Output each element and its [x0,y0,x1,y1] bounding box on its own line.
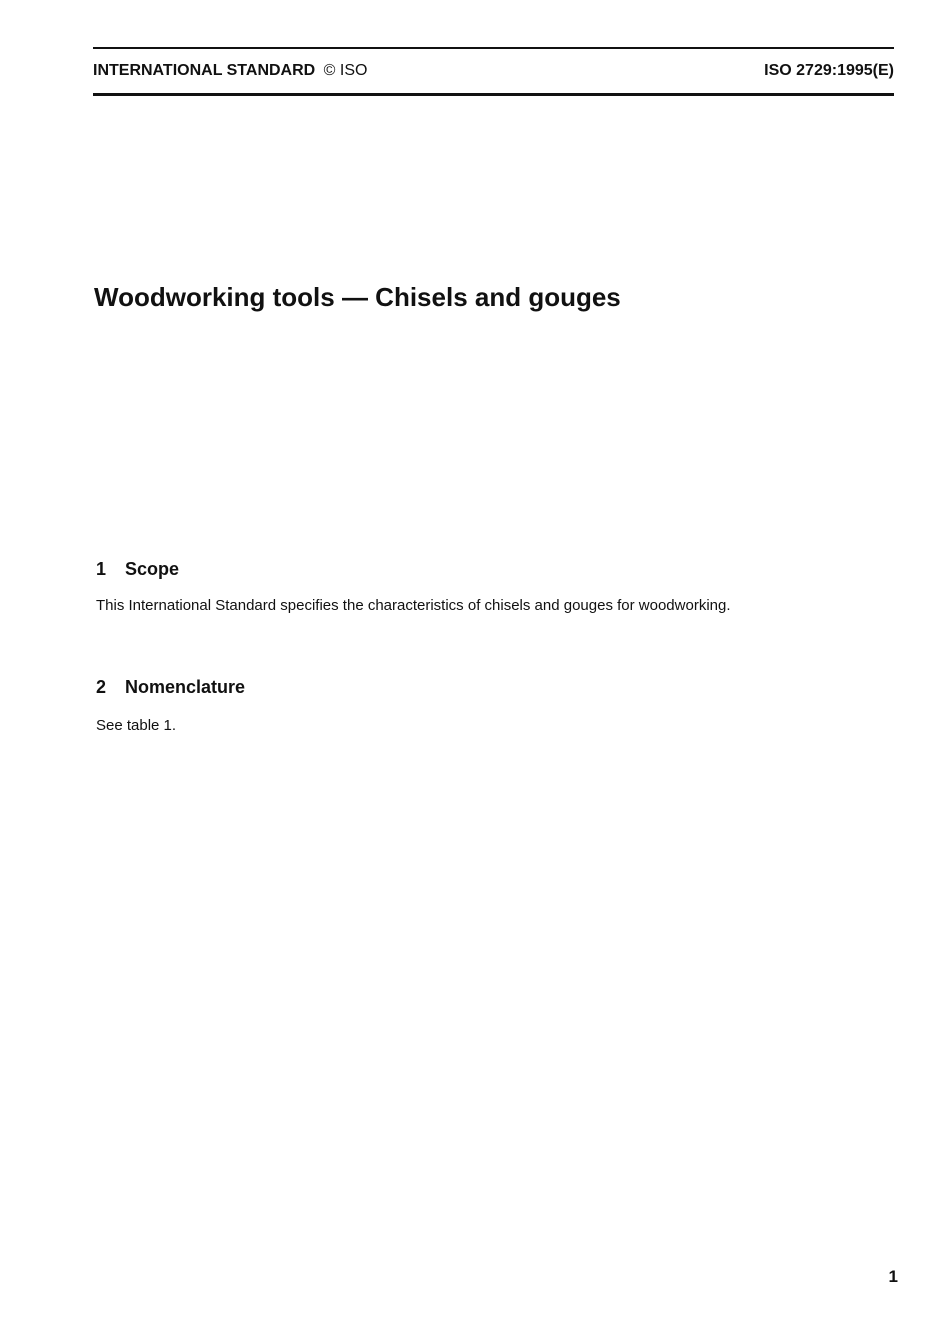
document-title: Woodworking tools — Chisels and gouges [94,282,621,312]
standard-designation: ISO 2729:1995(E) [764,62,894,79]
section-heading-nomenclature [96,675,245,699]
section-title: Scope [125,559,180,579]
section-number: 2 [96,677,107,697]
standard-label: INTERNATIONAL STANDARD [93,62,316,79]
header-bottom-rule [93,93,894,96]
section-heading-scope [96,557,179,581]
page-number: 1 [888,1267,898,1286]
nomenclature-paragraph: See table 1. [96,717,177,734]
header-top-rule [93,47,894,49]
document-type-label [93,61,367,81]
copyright-notice: © ISO [323,62,368,79]
section-title: Nomenclature [125,677,246,697]
section-number: 1 [96,559,107,579]
scope-paragraph: This International Standard specifies the characteristics of chisels and gouges for woodworking. [96,597,731,614]
